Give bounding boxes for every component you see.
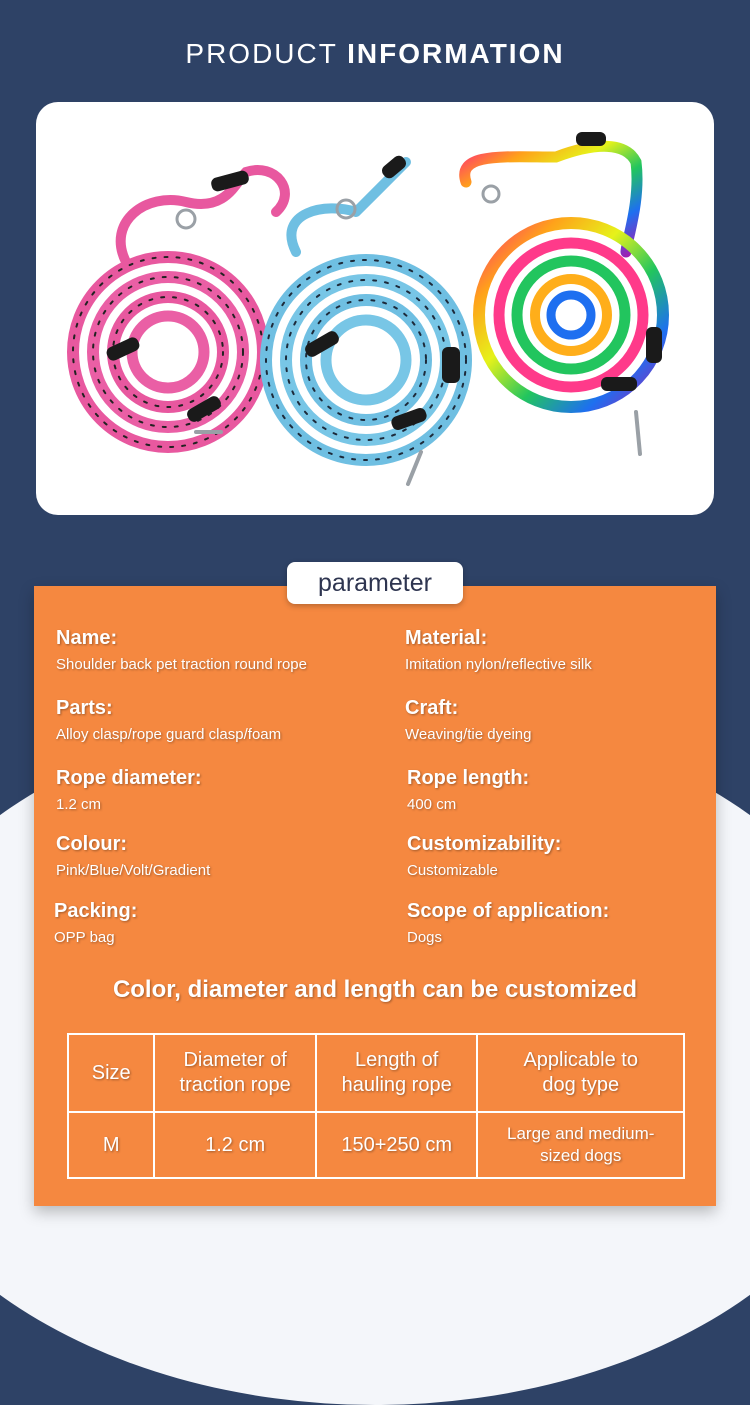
field-customizability <box>407 833 561 879</box>
field-rope-length <box>407 767 529 813</box>
field-label: Material: <box>405 627 488 649</box>
field-colour <box>56 833 210 879</box>
field-label: Name: <box>56 627 118 649</box>
field-value: 400 cm <box>407 796 457 813</box>
table-cell: 1.2 cm <box>154 1112 316 1178</box>
field-label: Packing: <box>54 900 138 922</box>
header-cell <box>154 1034 316 1112</box>
field-label: Customizability: <box>407 833 562 855</box>
field-value: Dogs <box>407 929 443 946</box>
header-cell: Size <box>68 1034 154 1112</box>
field-value: Alloy clasp/rope guard clasp/foam <box>56 726 282 743</box>
header-cell-text: Applicable to dog type <box>523 1049 638 1096</box>
pink-leash <box>73 169 285 447</box>
field-value: Customizable <box>407 862 498 879</box>
field-label: Parts: <box>56 697 113 719</box>
field-label: Craft: <box>405 697 459 719</box>
header-cell <box>477 1034 684 1112</box>
field-value: 1.2 cm <box>56 796 102 813</box>
field-value: Weaving/tie dyeing <box>405 726 532 743</box>
rainbow-leash <box>465 132 663 454</box>
field-craft <box>405 697 531 743</box>
blue-leash <box>266 153 466 484</box>
field-value: Imitation nylon/reflective silk <box>405 656 592 673</box>
product-photo <box>36 102 714 515</box>
table-cell: M <box>68 1112 154 1178</box>
header-cell-text: Diameter of traction rope <box>179 1049 291 1096</box>
size-table <box>67 1033 685 1179</box>
page-title <box>0 38 750 70</box>
field-label: Colour: <box>56 833 128 855</box>
field-label: Rope diameter: <box>56 767 202 789</box>
page-title-light: PRODUCT <box>185 38 348 69</box>
page-title-bold: INFORMATION <box>347 38 565 69</box>
field-label: Scope of application: <box>407 900 610 922</box>
field-packing <box>54 900 137 946</box>
header-cell <box>316 1034 478 1112</box>
field-material <box>405 627 592 673</box>
parameter-tab: parameter <box>287 562 463 604</box>
field-value: OPP bag <box>54 929 115 946</box>
table-cell: 150+250 cm <box>316 1112 478 1178</box>
header-cell-text: Length of hauling rope <box>341 1049 452 1096</box>
customization-tagline: Color, diameter and length can be customized <box>112 976 638 1003</box>
field-rope-diameter <box>56 767 202 813</box>
leash-illustration <box>36 102 714 515</box>
table-row <box>68 1112 684 1178</box>
field-parts <box>56 697 281 743</box>
field-scope <box>407 900 609 946</box>
table-header-row <box>68 1034 684 1112</box>
field-name <box>56 627 307 673</box>
table-cell <box>477 1112 684 1178</box>
field-value: Pink/Blue/Volt/Gradient <box>56 862 211 879</box>
table-cell-text: Large and medium-sized dogs <box>507 1124 655 1165</box>
field-value: Shoulder back pet traction round rope <box>56 656 307 673</box>
field-label: Rope length: <box>407 767 530 789</box>
